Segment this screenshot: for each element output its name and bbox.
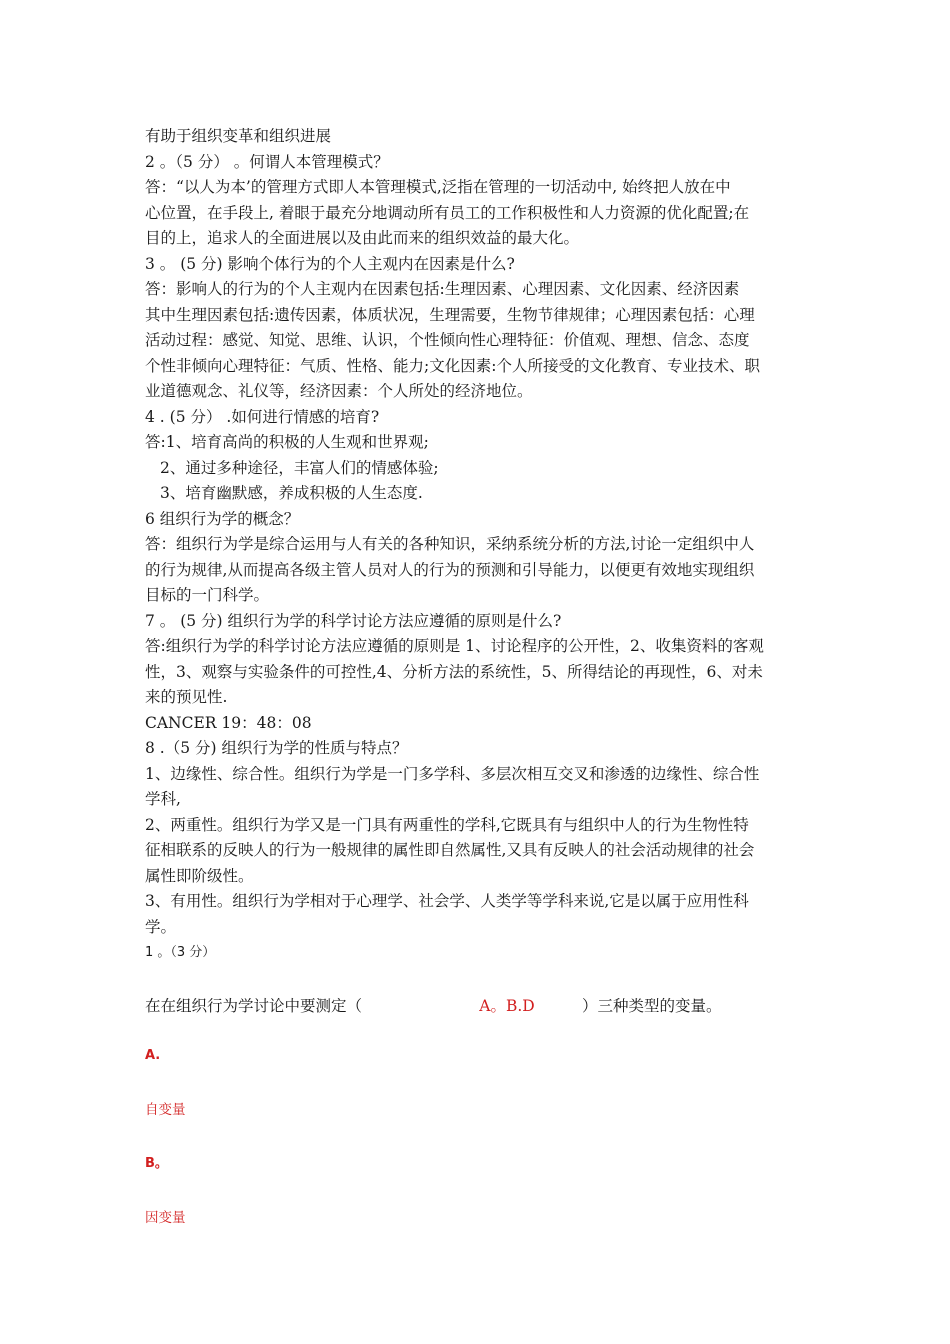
option-label: A. [145,1048,161,1063]
option-b [145,1154,810,1228]
text-line: 性，3、观察与实验条件的可控性,4、分析方法的系统性，5、所得结论的再现性，6、对未 [145,662,763,681]
text-line: 1、边缘性、综合性。组织行为学是一门多学科、多层次相互交叉和渗透的边缘性、综合性 [145,764,760,783]
question-heading: 4 . (5 分） .如何进行情感的培育? [145,407,380,426]
text-line: 学。 [145,917,177,936]
option-text: 因变量 [145,1210,186,1226]
text-line: 答:1、培育高尚的积极的人生观和世界观; [145,433,429,451]
text-line: 答:组织行为学的科学讨论方法应遵循的原则是 1、讨论程序的公开性，2、收集资料的客观 [145,637,764,655]
option-a [145,1046,810,1120]
text-line: 心位置，在手段上, 着眼于最充分地调动所有员工的工作积极性和人力资源的优化配置;在 [145,203,750,222]
quiz-question [145,994,810,1019]
question-heading: 6 组织行为学的概念？ [145,509,300,528]
quiz-question-text: ）三种类型的变量。 [582,997,722,1015]
text-line: 来的预见性. [145,688,228,706]
question-heading: 3 。 (5 分) 影响个体行为的个人主观内在因素是什么? [145,254,515,273]
text-line: 业道德观念、礼仪等，经济因素：个人所处的经济地位。 [145,382,533,400]
text-line: 目标的一门科学。 [145,586,270,604]
text-line: 答：“以人为本’的管理方式即人本管理模式,泛指在管理的一切活动中, 始终把人放在中 [145,178,731,196]
text-line: 3、培育幽默感，养成积极的人生态度. [160,484,423,502]
text-line: 学科, [145,790,181,808]
text-line: 的行为规律,从而提高各级主管人员对人的行为的预测和引导能力，以便更有效地实现组织 [145,560,755,579]
text-line: 2、两重性。组织行为学又是一门具有两重性的学科,它既具有与组织中人的行为生物性特 [145,815,749,834]
quiz-header: 1 。（3 分） [145,945,216,960]
question-heading: 7 。 (5 分) 组织行为学的科学讨论方法应遵循的原则是什么? [145,611,562,630]
option-label: B。 [145,1156,168,1171]
text-line: 属性即阶级性。 [145,866,254,885]
text-line: 其中生理因素包括:遗传因素，体质状况，生理需要，生物节律规律；心理因素包括：心理 [145,305,755,324]
text-line: 3、有用性。组织行为学相对于心理学、社会学、人类学等学科来说,它是以属于应用性科 [145,892,749,910]
question-heading: 8 .（5 分) 组织行为学的性质与特点？ [145,739,408,757]
text-line: 活动过程：感觉、知觉、思维、认识，个性倾向性心理特征：价值观、理想、信念、态度 [145,331,750,349]
text-line: 征相联系的反映人的行为一般规律的属性即自然属性,又具有反映人的社会活动规律的社会 [145,841,755,859]
option-text: 自变量 [145,1102,186,1118]
document-page [145,124,810,1228]
text-line: 目的上，追求人的全面进展以及由此而来的组织效益的最大化。 [145,229,580,247]
quiz-answer: A。B.D [479,997,535,1015]
text-line: 个性非倾向心理特征：气质、性格、能力;文化因素:个人所接受的文化教育、专业技术、职 [145,356,760,375]
text-line: 答：影响人的行为的个人主观内在因素包括:生理因素、心理因素、文化因素、经济因素 [145,280,740,298]
timestamp-line: CANCER 19：48：08 [145,713,312,732]
text-line: 答：组织行为学是综合运用与人有关的各种知识，采纳系统分析的方法,讨论一定组织中人 [145,535,755,553]
question-heading: 2 。（5 分） 。何谓人本管理模式？ [145,152,389,171]
text-line: 2、通过多种途径，丰富人们的情感体验; [160,458,439,477]
quiz-question-text: 在在组织行为学讨论中要测定（ [145,997,363,1015]
text-line: 有助于组织变革和组织进展 [145,127,332,145]
